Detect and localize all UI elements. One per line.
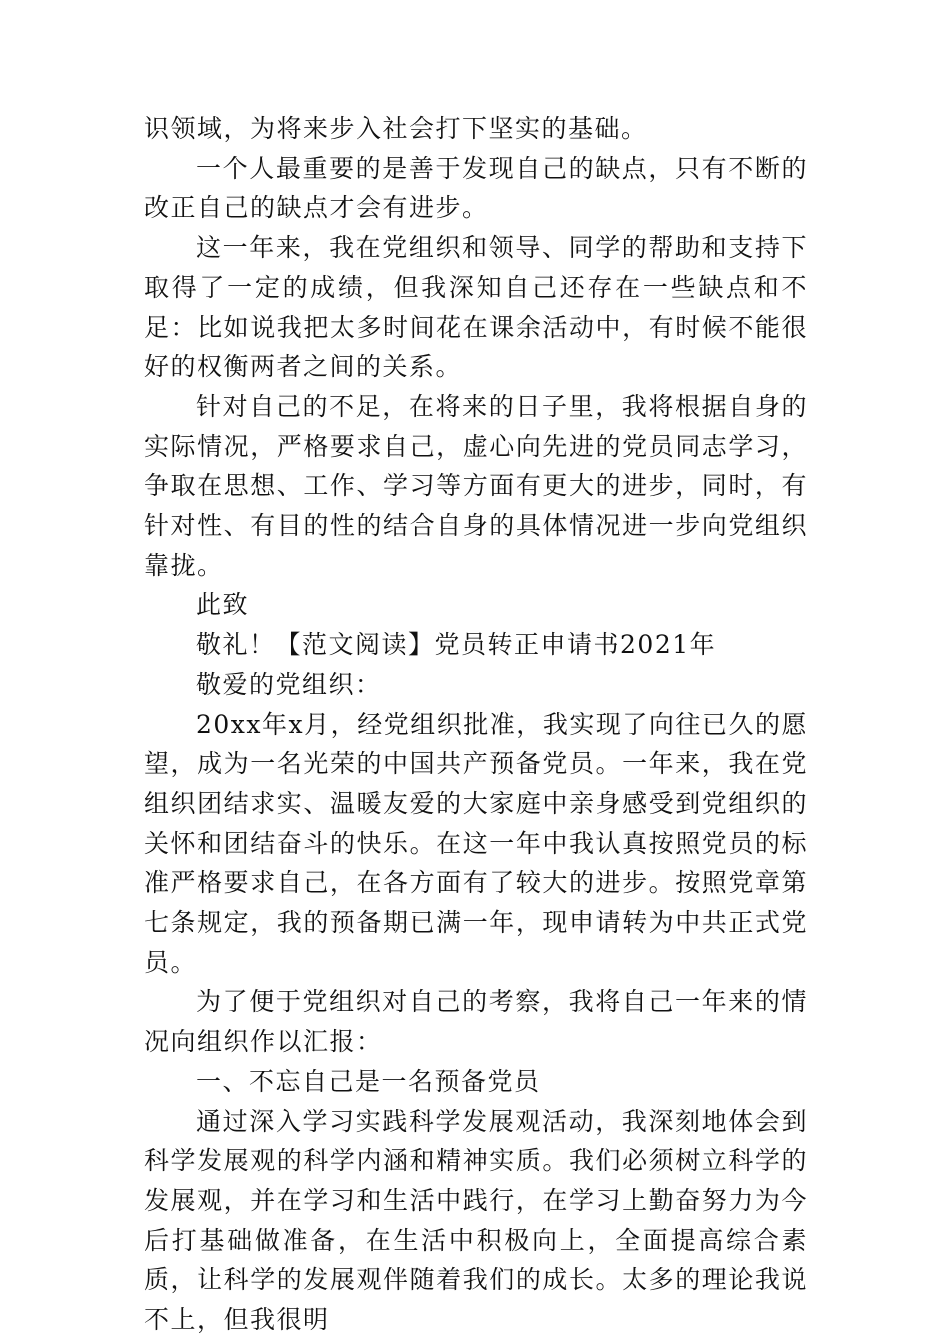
- section-heading-1: 一、不忘自己是一名预备党员: [196, 1066, 541, 1096]
- paragraph-8: 20xx年x月，经党组织批准，我实现了向往已久的愿望，成为一名光荣的中国共产预备党员。一年来，我在党组织团结求实、温暖友爱的大家庭中亲身感受到党组织的关怀和团结奋斗的快乐。在这一年中我认真按照党员的标准严格要求自己，在各方面有了较大的进步。按照党章第七条规定，我的预备期已满一年，现申请转为中共正式党员。: [144, 709, 808, 977]
- paragraph-11: 通过深入学习实践科学发展观活动，我深刻地体会到科学发展观的科学内涵和精神实质。我们必须树立科学的发展观，并在学习和生活中践行，在学习上勤奋努力为今后打基础做准备，在生活中积极向上，全面提高综合素质，让科学的发展观伴随着我们的成长。太多的理论我说不上，但我很明: [144, 1106, 808, 1335]
- letter-greeting: 敬爱的党组织：: [196, 669, 382, 699]
- document-body: [144, 109, 808, 1340]
- closing-regards-and-title: 敬礼！【范文阅读】党员转正申请书2021年: [196, 630, 717, 660]
- closing-salutation: 此致: [196, 590, 250, 620]
- paragraph-1: 识领域，为将来步入社会打下坚实的基础。: [144, 114, 648, 143]
- paragraph-9: 为了便于党组织对自己的考察，我将自己一年来的情况向组织作以汇报：: [144, 987, 808, 1057]
- paragraph-4: 针对自己的不足，在将来的日子里，我将根据自身的实际情况，严格要求自己，虚心向先进的党员同志学习，争取在思想、工作、学习等方面有更大的进步，同时，有针对性、有目的性的结合自身的具体情况进一步向党组织靠拢。: [144, 391, 808, 580]
- paragraph-2: 一个人最重要的是善于发现自己的缺点，只有不断的改正自己的缺点才会有进步。: [144, 153, 808, 223]
- paragraph-3: 这一年来，我在党组织和领导、同学的帮助和支持下取得了一定的成绩，但我深知自己还存在一些缺点和不足：比如说我把太多时间花在课余活动中，有时候不能很好的权衡两者之间的关系。: [144, 233, 808, 382]
